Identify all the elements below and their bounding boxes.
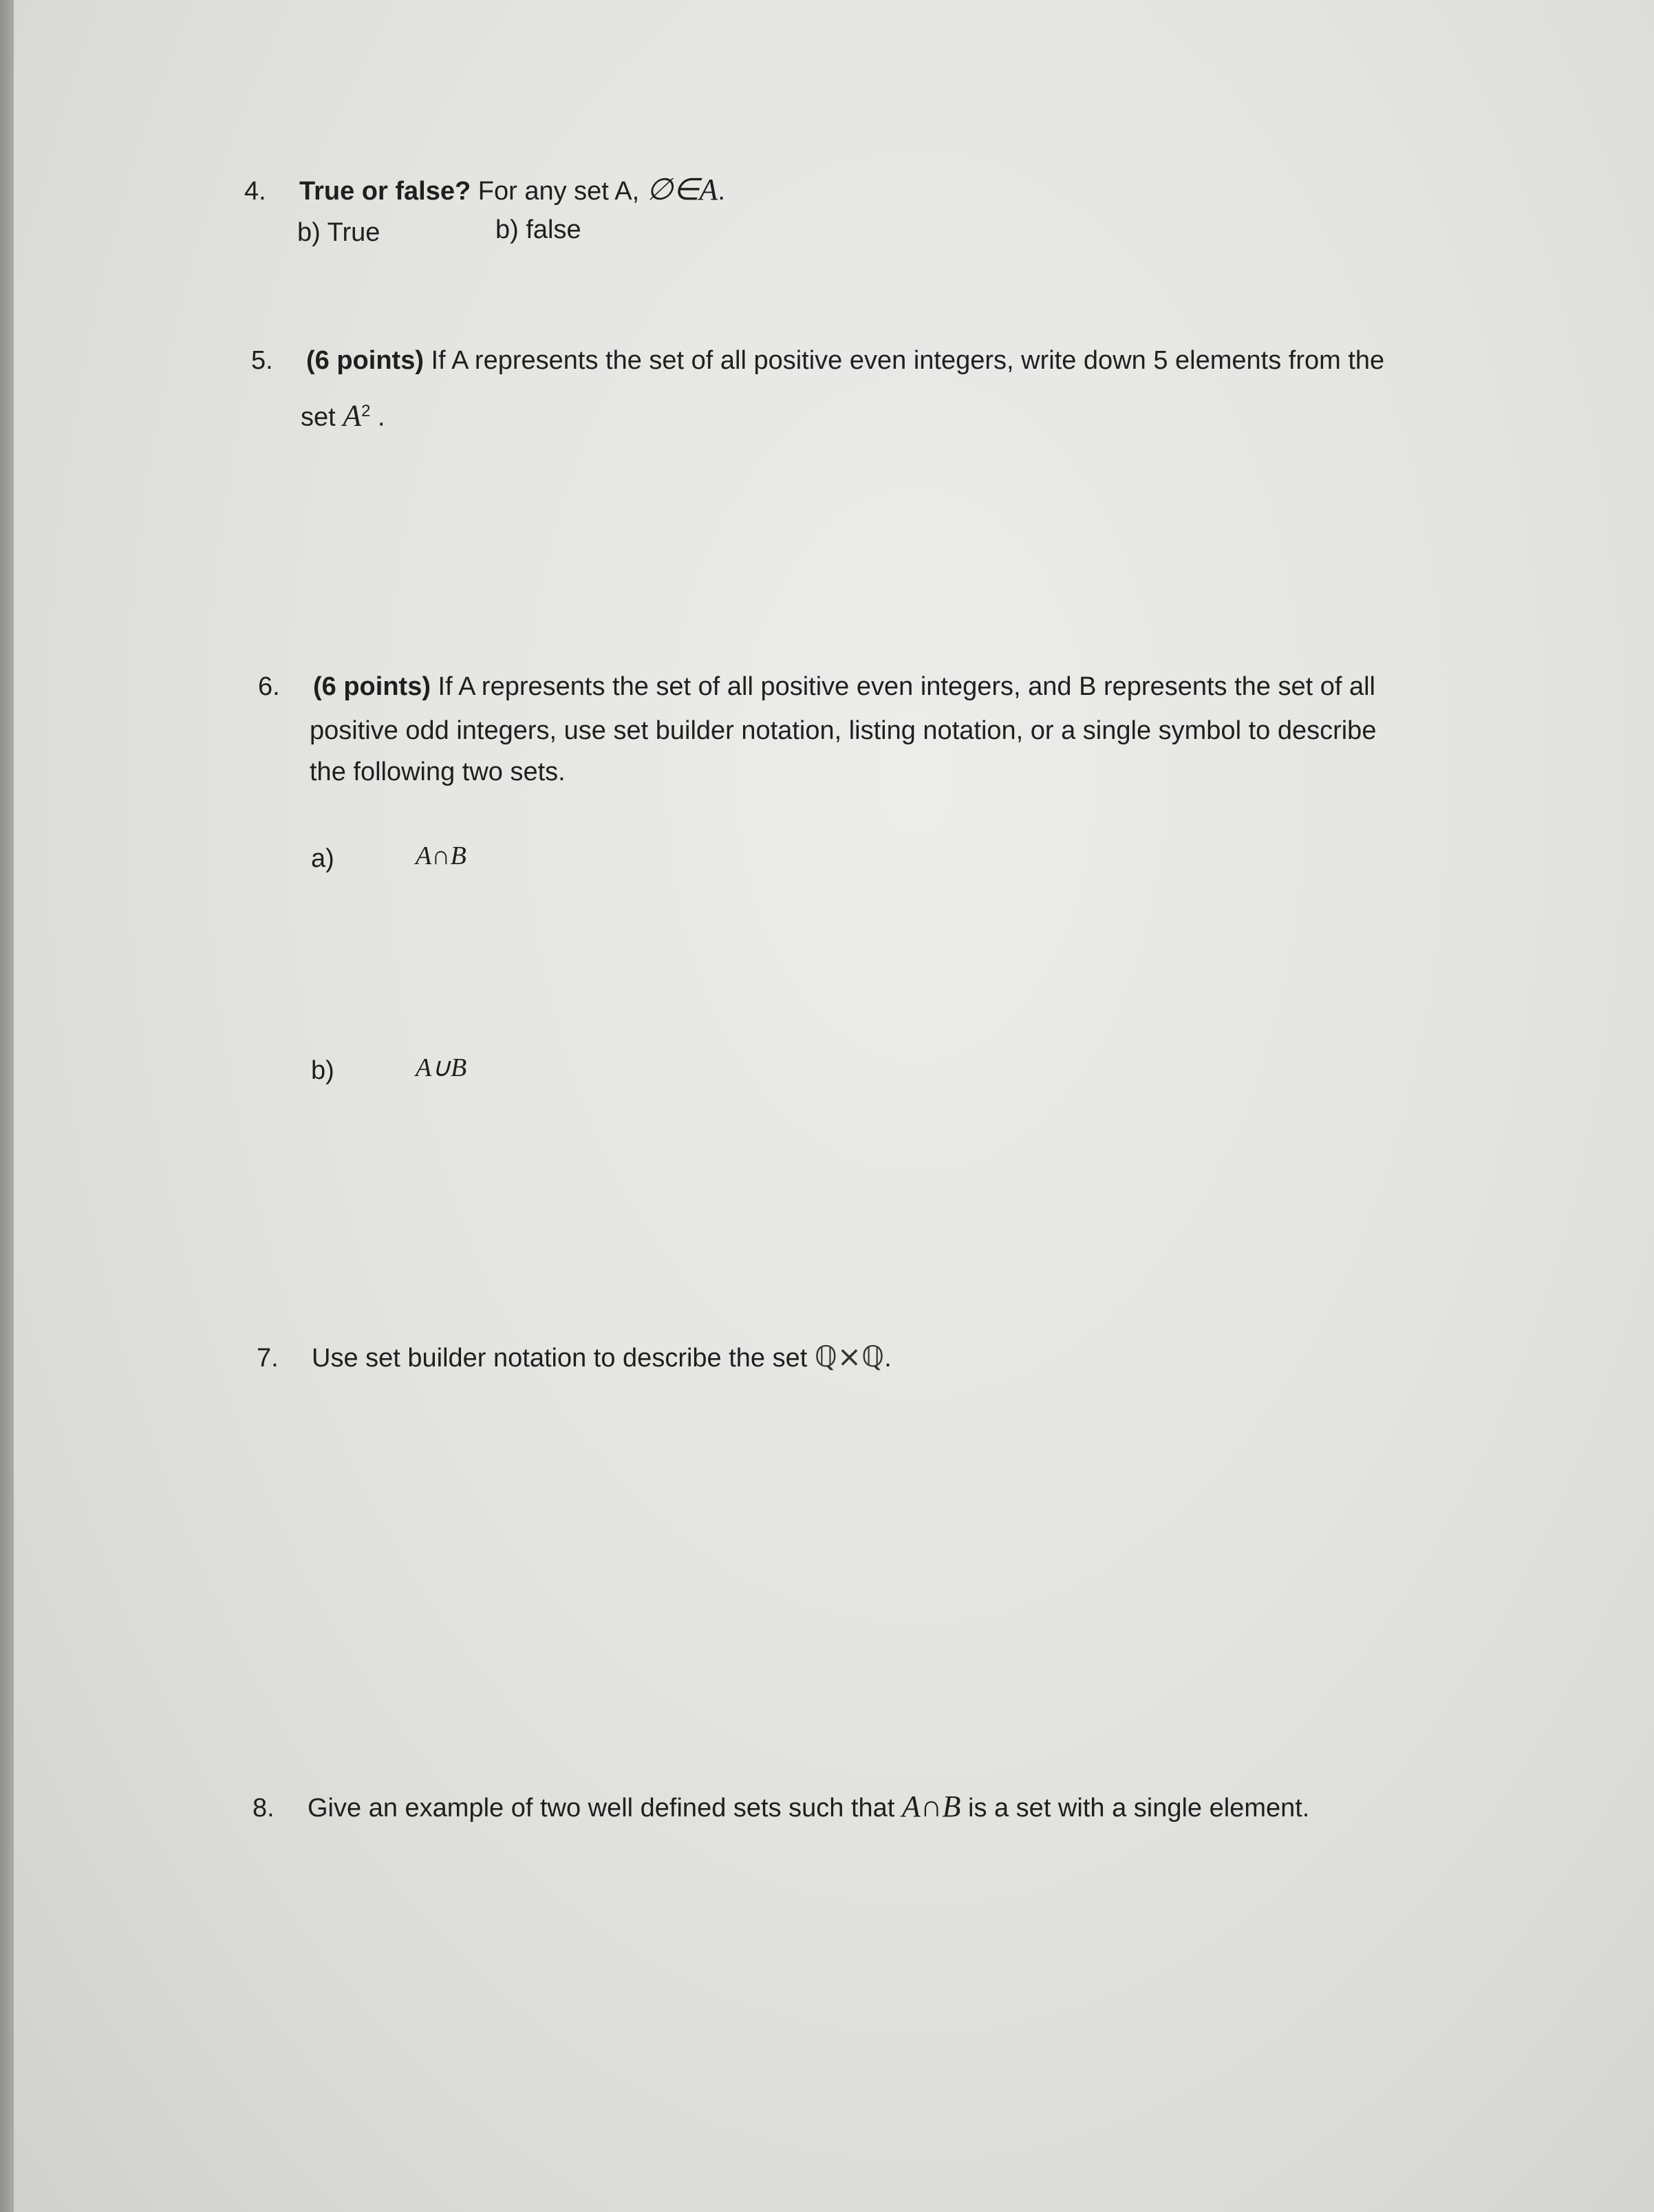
question-number: 4.: [244, 177, 266, 206]
question-8: [253, 1782, 1309, 1833]
question-text: If A represents the set of all positive even integers, and B represents the set of all: [430, 672, 1375, 701]
question-5-line-2: [301, 391, 385, 438]
question-text-end: is a set with a single element.: [960, 1794, 1310, 1823]
math-superscript: 2: [361, 402, 371, 420]
part-b-math: A∪B: [416, 1053, 467, 1082]
math-expression: A∩B: [901, 1790, 961, 1823]
question-end: .: [370, 402, 385, 432]
paper-sheet: [14, 0, 1654, 2212]
question-5: [251, 336, 1384, 385]
question-text: set: [301, 402, 343, 432]
question-bold-label: (6 points): [306, 346, 424, 375]
question-7: [257, 1332, 892, 1383]
question-bold-label: (6 points): [313, 672, 431, 701]
math-expression: ℚ×ℚ: [814, 1340, 885, 1373]
part-a-math: A∩B: [416, 841, 466, 870]
question-text: If A represents the set of all positive even integers, write down 5 elements from the: [423, 346, 1385, 375]
question-number: 8.: [253, 1794, 275, 1823]
question-number: 5.: [251, 346, 273, 375]
option-true: b) True: [297, 218, 380, 247]
question-end: .: [884, 1344, 892, 1373]
math-expression: ∅∈A: [646, 173, 718, 206]
question-6-line-2: positive odd integers, use set builder notation, listing notation, or a single symbol to describe: [310, 716, 1377, 745]
question-text: For any set A,: [471, 177, 647, 206]
question-6: [258, 662, 1375, 711]
option-false: b) false: [495, 215, 581, 244]
question-6-line-3: the following two sets.: [310, 758, 566, 786]
question-bold-label: True or false?: [299, 177, 471, 206]
question-number: 6.: [258, 672, 280, 701]
part-b-label: b): [311, 1056, 334, 1085]
question-number: 7.: [257, 1344, 279, 1373]
question-4: [244, 165, 725, 216]
question-text: Give an example of two well defined sets such that: [308, 1794, 902, 1823]
question-end: .: [718, 177, 725, 206]
math-expression: A: [343, 398, 362, 433]
part-a-label: a): [311, 844, 334, 873]
question-text: Use set builder notation to describe the set: [312, 1344, 815, 1373]
